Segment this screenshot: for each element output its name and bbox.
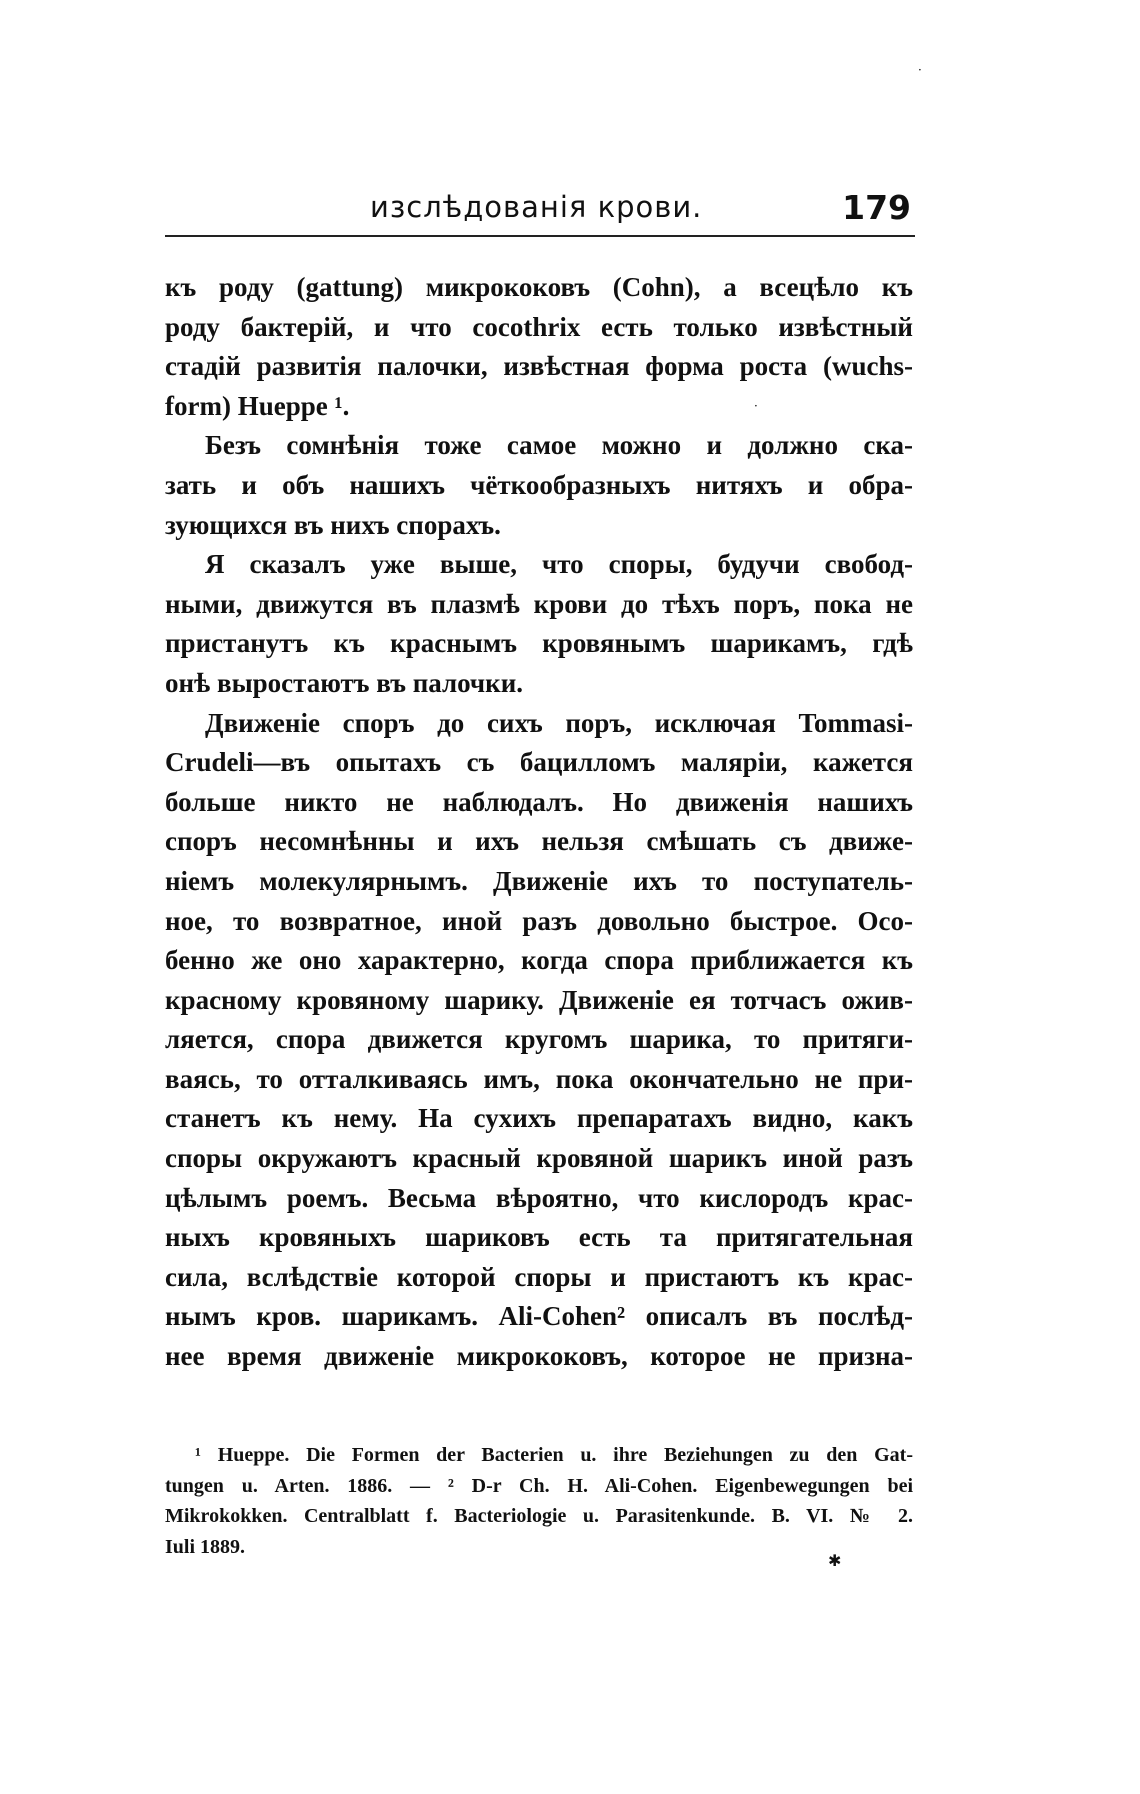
text-line: Crudeli—въ опытахъ съ бацилломъ маляріи, кажется xyxy=(165,747,913,778)
text-line: цѣлымъ роемъ. Весьма вѣроятно, что кислородъ крас- xyxy=(165,1182,913,1213)
footnote-line: Mikrokokken. Centralblatt f. Bacteriologie u. Parasitenkunde. B. VI. № 2. xyxy=(165,1505,913,1527)
body-text xyxy=(165,268,913,1377)
text-line: къ роду (gattung) микрококовъ (Cohn), а всецѣло къ xyxy=(165,272,913,302)
scan-speck: ✱ xyxy=(828,1551,842,1570)
text-line: ное, то возвратное, иной разъ довольно быстрое. Осо- xyxy=(165,905,913,936)
text-line: пристанутъ къ краснымъ кровянымъ шарикамъ, гдѣ xyxy=(165,628,913,659)
running-title: изслѣдованія крови. xyxy=(370,190,703,224)
text-line: онѣ выростаютъ въ палочки. xyxy=(165,667,524,698)
footnote-line: Iuli 1889. xyxy=(165,1535,246,1558)
paragraph-1 xyxy=(165,268,913,426)
paragraph-3 xyxy=(165,545,913,703)
text-line: споры окружаютъ красный кровяной шарикъ иной разъ xyxy=(165,1143,913,1174)
text-line: Безъ сомнѣнія тоже самое можно и должно ска- xyxy=(205,430,913,461)
paragraph-4 xyxy=(165,704,913,1377)
footnote-line: tungen u. Arten. 1886. — ² D-r Ch. H. Ali-Cohen. Eigenbewegungen bei xyxy=(165,1474,913,1497)
footnotes xyxy=(165,1440,913,1562)
text-line: зующихся въ нихъ спорахъ. xyxy=(165,509,501,540)
page-header xyxy=(165,190,915,240)
text-line: ніемъ молекулярнымъ. Движеніе ихъ то поступатель- xyxy=(165,865,913,896)
text-line: form) Hueppe ¹. xyxy=(165,390,350,421)
text-line: роду бактерій, и что cocothrix есть только извѣстный xyxy=(165,311,913,342)
text-line: нымъ кров. шарикамъ. Ali-Cohen² описалъ въ послѣд- xyxy=(165,1301,913,1332)
text-line: ныхъ кровяныхъ шариковъ есть та притягательная xyxy=(165,1222,913,1253)
footnote-line: ¹ Hueppe. Die Formen der Bacterien u. ihre Beziehungen zu den Gat- xyxy=(195,1444,913,1466)
text-line: станетъ къ нему. На сухихъ препаратахъ видно, какъ xyxy=(165,1103,913,1134)
text-line: ваясь, то отталкиваясь имъ, пока окончательно не при- xyxy=(165,1063,913,1094)
page-number: 179 xyxy=(842,188,911,227)
text-line: сила, вслѣдствіе которой споры и пристаютъ къ крас- xyxy=(165,1261,913,1292)
text-line: ляется, спора движется кругомъ шарика, то притяги- xyxy=(165,1024,913,1055)
text-line: ными, движутся въ плазмѣ крови до тѣхъ поръ, пока не xyxy=(165,588,913,619)
header-rule xyxy=(165,235,915,237)
text-line: стадій развитія палочки, извѣстная форма роста (wuchs- xyxy=(165,351,913,382)
text-line: Я сказалъ уже выше, что споры, будучи свобод- xyxy=(205,549,913,580)
text-line: красному кровяному шарику. Движеніе ея тотчасъ ожив- xyxy=(165,984,913,1015)
scan-speck: · xyxy=(918,63,922,77)
text-line: больше никто не наблюдалъ. Но движенія нашихъ xyxy=(165,786,913,817)
text-line: бенно же оно характерно, когда спора приближается къ xyxy=(165,945,913,976)
paragraph-2 xyxy=(165,426,913,545)
text-line: споръ несомнѣнны и ихъ нельзя смѣшать съ движе- xyxy=(165,826,913,857)
scan-speck: · xyxy=(754,399,758,413)
text-line: зать и объ нашихъ чёткообразныхъ нитяхъ и обра- xyxy=(165,469,913,500)
text-line: Движеніе споръ до сихъ поръ, исключая Tommasi- xyxy=(205,707,913,738)
text-line: нее время движеніе микрококовъ, которое не призна- xyxy=(165,1341,913,1372)
